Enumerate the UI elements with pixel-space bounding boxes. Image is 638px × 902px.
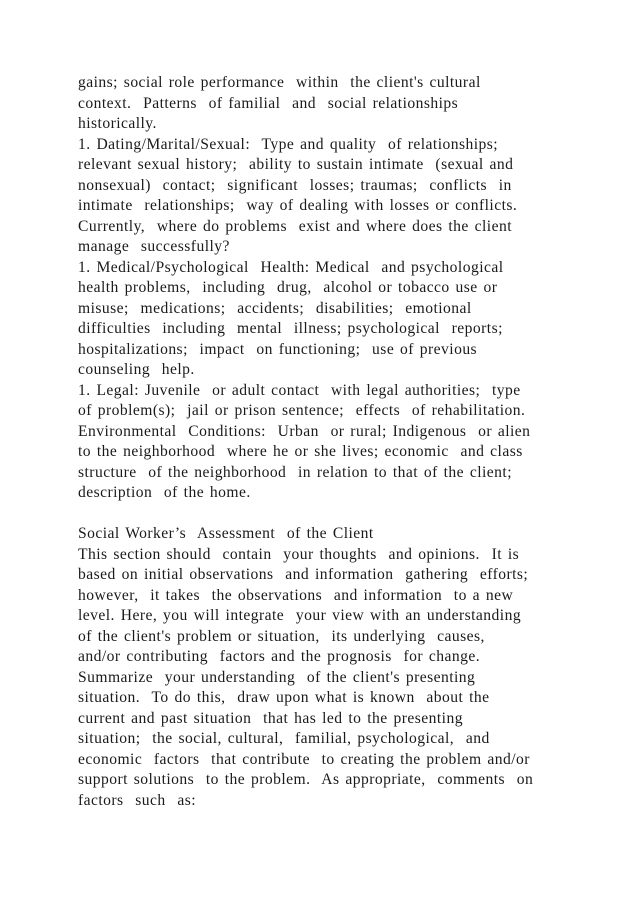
text-line: 1. Medical/Psychological Health: Medical and psychological [78,258,504,276]
text-line: of the client's problem or situation, its underlying causes, [78,627,485,645]
text-line: 1. Dating/Marital/Sexual: Type and quality of relationships; [78,135,499,153]
text-line: gains; social role performance within the client's cultural [78,74,481,91]
text-line: situation; the social, cultural, familial, psychological, and [78,730,490,747]
text-line: situation. To do this, draw upon what is known about the [78,689,490,706]
text-line: nonsexual) contact; significant losses; traumas; conflicts in [78,176,512,194]
text-line: manage successfully? [78,238,230,255]
text-line: support solutions to the problem. As appropriate, comments on [78,771,534,788]
text-line: 1. Legal: Juvenile or adult contact with legal authorities; type [78,381,521,399]
text-line: Environmental Conditions: Urban or rural; Indigenous or alien [78,422,531,440]
text-line: relevant sexual history; ability to sustain intimate (sexual and [78,156,514,173]
text-line: structure of the neighborhood in relation to that of the client; [78,463,512,481]
text-line: and/or contributing factors and the prognosis for change. [78,648,481,665]
text-line: however, it takes the observations and information to a new [78,586,514,604]
text-line: current and past situation that has led to the presenting [78,709,463,727]
text-line: factors such as: [78,791,197,809]
text-line: health problems, including drug, alcohol or tobacco use or [78,279,498,296]
text-line: description of the home. [78,484,251,501]
text-line: context. Patterns of familial and social relationships [78,94,459,112]
text-line: economic factors that contribute to creating the problem and/or [78,750,530,768]
document-body [78,73,558,811]
text-line: to the neighborhood where he or she lives; economic and class [78,443,523,460]
text-line: based on initial observations and information gathering efforts; [78,566,529,583]
text-line: hospitalizations; impact on functioning; use of previous [78,340,478,358]
text-line: intimate relationships; way of dealing with losses or conflicts. [78,197,518,214]
text-line: historically. [78,115,157,132]
text-line: Summarize your understanding of the client's presenting [78,668,476,686]
text-line: Currently, where do problems exist and where does the client [78,217,512,235]
blank-line [78,504,558,525]
text-line: counseling help. [78,361,195,378]
text-line: level. Here, you will integrate your view with an understanding [78,607,522,624]
text-line: difficulties including mental illness; psychological reports; [78,320,503,337]
text-line: misuse; medications; accidents; disabilities; emotional [78,299,472,317]
text-line: This section should contain your thoughts and opinions. It is [78,545,520,563]
section-heading: Social Worker’s Assessment of the Client [78,525,374,542]
text-line: of problem(s); jail or prison sentence; effects of rehabilitation. [78,402,526,419]
